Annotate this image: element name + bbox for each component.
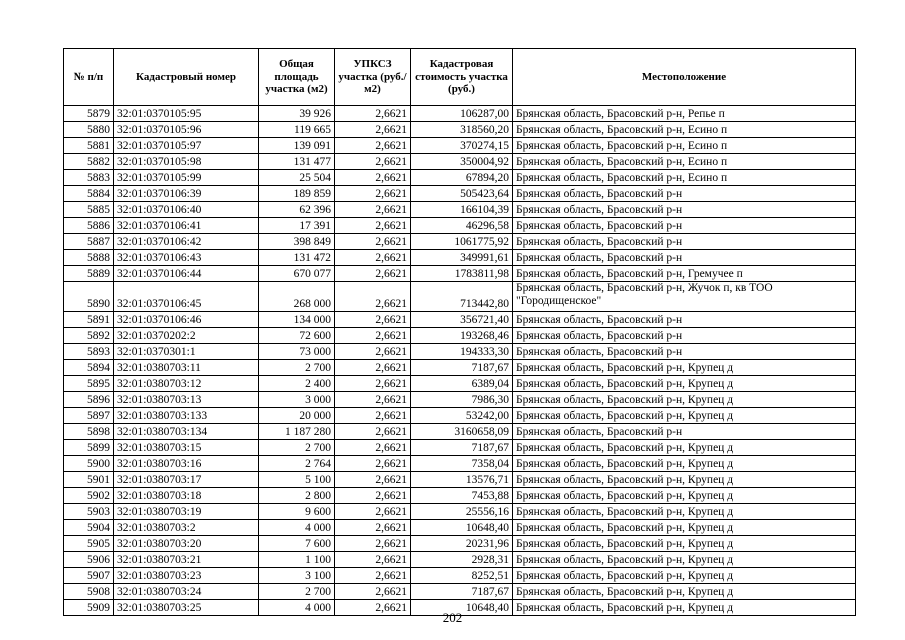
header-cadastral-number: Кадастровый номер	[114, 49, 259, 106]
cadastral-value: 10648,40	[411, 600, 513, 616]
cadastral-number: 32:01:0370106:42	[114, 234, 259, 250]
header-row	[64, 49, 856, 106]
table-row	[64, 170, 856, 186]
cadastral-value: 350004,92	[411, 154, 513, 170]
cadastral-value: 370274,15	[411, 138, 513, 154]
cadastral-value: 505423,64	[411, 186, 513, 202]
row-index: 5899	[64, 440, 114, 456]
area-value: 189 859	[259, 186, 335, 202]
location: Брянская область, Брасовский р-н, Крупец д	[513, 376, 856, 392]
table-row	[64, 456, 856, 472]
row-index: 5894	[64, 360, 114, 376]
upksz-value: 2,6621	[335, 250, 411, 266]
location: Брянская область, Брасовский р-н	[513, 234, 856, 250]
upksz-value: 2,6621	[335, 344, 411, 360]
cadastral-number: 32:01:0370202:2	[114, 328, 259, 344]
location: Брянская область, Брасовский р-н, Крупец д	[513, 552, 856, 568]
row-index: 5903	[64, 504, 114, 520]
upksz-value: 2,6621	[335, 154, 411, 170]
table-row	[64, 536, 856, 552]
table-row	[64, 344, 856, 360]
upksz-value: 2,6621	[335, 424, 411, 440]
cadastral-number: 32:01:0380703:21	[114, 552, 259, 568]
row-index: 5890	[64, 282, 114, 312]
area-value: 7 600	[259, 536, 335, 552]
area-value: 134 000	[259, 312, 335, 328]
location: Брянская область, Брасовский р-н, Крупец д	[513, 360, 856, 376]
cadastral-number: 32:01:0370106:41	[114, 218, 259, 234]
upksz-value: 2,6621	[335, 122, 411, 138]
location: Брянская область, Брасовский р-н	[513, 424, 856, 440]
cadastral-number: 32:01:0380703:15	[114, 440, 259, 456]
area-value: 119 665	[259, 122, 335, 138]
area-value: 9 600	[259, 504, 335, 520]
location: Брянская область, Брасовский р-н, Репье п	[513, 106, 856, 122]
header-index: № п/п	[64, 49, 114, 106]
table-row	[64, 312, 856, 328]
row-index: 5892	[64, 328, 114, 344]
area-value: 131 472	[259, 250, 335, 266]
row-index: 5880	[64, 122, 114, 138]
cadastral-number: 32:01:0380703:24	[114, 584, 259, 600]
row-index: 5879	[64, 106, 114, 122]
cadastral-value: 10648,40	[411, 520, 513, 536]
cadastral-number: 32:01:0370105:99	[114, 170, 259, 186]
location: Брянская область, Брасовский р-н, Гремучее п	[513, 266, 856, 282]
upksz-value: 2,6621	[335, 408, 411, 424]
cadastral-number: 32:01:0370105:98	[114, 154, 259, 170]
cadastral-number: 32:01:0380703:18	[114, 488, 259, 504]
cadastral-value: 713442,80	[411, 282, 513, 312]
table-row	[64, 472, 856, 488]
cadastral-number: 32:01:0370105:96	[114, 122, 259, 138]
area-value: 3 100	[259, 568, 335, 584]
cadastral-number: 32:01:0380703:20	[114, 536, 259, 552]
upksz-value: 2,6621	[335, 186, 411, 202]
location: Брянская область, Брасовский р-н, Крупец д	[513, 600, 856, 616]
upksz-value: 2,6621	[335, 138, 411, 154]
table-row	[64, 250, 856, 266]
location: Брянская область, Брасовский р-н	[513, 250, 856, 266]
location: Брянская область, Брасовский р-н	[513, 344, 856, 360]
cadastral-number: 32:01:0380703:13	[114, 392, 259, 408]
table-row	[64, 122, 856, 138]
area-value: 3 000	[259, 392, 335, 408]
upksz-value: 2,6621	[335, 584, 411, 600]
cadastral-value: 7187,67	[411, 584, 513, 600]
location: Брянская область, Брасовский р-н, Есино п	[513, 154, 856, 170]
cadastral-number: 32:01:0380703:23	[114, 568, 259, 584]
cadastral-number: 32:01:0380703:19	[114, 504, 259, 520]
header-location: Местоположение	[513, 49, 856, 106]
row-index: 5909	[64, 600, 114, 616]
row-index: 5896	[64, 392, 114, 408]
area-value: 268 000	[259, 282, 335, 312]
row-index: 5902	[64, 488, 114, 504]
table-row	[64, 424, 856, 440]
cadastral-number: 32:01:0370106:46	[114, 312, 259, 328]
table-row	[64, 154, 856, 170]
row-index: 5906	[64, 552, 114, 568]
row-index: 5901	[64, 472, 114, 488]
upksz-value: 2,6621	[335, 600, 411, 616]
row-index: 5885	[64, 202, 114, 218]
row-index: 5897	[64, 408, 114, 424]
cadastral-number: 32:01:0370105:95	[114, 106, 259, 122]
upksz-value: 2,6621	[335, 106, 411, 122]
location: Брянская область, Брасовский р-н, Крупец д	[513, 408, 856, 424]
location: Брянская область, Брасовский р-н, Крупец д	[513, 568, 856, 584]
upksz-value: 2,6621	[335, 488, 411, 504]
area-value: 2 700	[259, 440, 335, 456]
table-row	[64, 392, 856, 408]
table-row	[64, 504, 856, 520]
location: Брянская область, Брасовский р-н	[513, 328, 856, 344]
cadastral-number: 32:01:0380703:2	[114, 520, 259, 536]
table-row	[64, 552, 856, 568]
area-value: 39 926	[259, 106, 335, 122]
cadastral-value: 8252,51	[411, 568, 513, 584]
row-index: 5889	[64, 266, 114, 282]
upksz-value: 2,6621	[335, 218, 411, 234]
cadastral-number: 32:01:0370106:44	[114, 266, 259, 282]
table-row	[64, 376, 856, 392]
area-value: 20 000	[259, 408, 335, 424]
area-value: 72 600	[259, 328, 335, 344]
location: Брянская область, Брасовский р-н, Есино п	[513, 138, 856, 154]
location: Брянская область, Брасовский р-н, Крупец д	[513, 456, 856, 472]
cadastral-number: 32:01:0380703:12	[114, 376, 259, 392]
upksz-value: 2,6621	[335, 328, 411, 344]
area-value: 4 000	[259, 600, 335, 616]
location: Брянская область, Брасовский р-н, Есино п	[513, 122, 856, 138]
row-index: 5887	[64, 234, 114, 250]
cadastral-table	[63, 48, 856, 616]
table-row	[64, 202, 856, 218]
area-value: 1 187 280	[259, 424, 335, 440]
area-value: 2 700	[259, 360, 335, 376]
cadastral-number: 32:01:0370106:45	[114, 282, 259, 312]
cadastral-number: 32:01:0370106:40	[114, 202, 259, 218]
cadastral-value: 13576,71	[411, 472, 513, 488]
upksz-value: 2,6621	[335, 312, 411, 328]
table-row	[64, 360, 856, 376]
cadastral-value: 349991,61	[411, 250, 513, 266]
cadastral-value: 25556,16	[411, 504, 513, 520]
area-value: 1 100	[259, 552, 335, 568]
location: Брянская область, Брасовский р-н, Крупец д	[513, 392, 856, 408]
header-cadastral-value: Кадастровая стоимость участка (руб.)	[411, 49, 513, 106]
upksz-value: 2,6621	[335, 266, 411, 282]
row-index: 5907	[64, 568, 114, 584]
table-row	[64, 186, 856, 202]
table-row	[64, 282, 856, 312]
location: Брянская область, Брасовский р-н, Крупец д	[513, 440, 856, 456]
cadastral-value: 3160658,09	[411, 424, 513, 440]
row-index: 5898	[64, 424, 114, 440]
cadastral-number: 32:01:0370301:1	[114, 344, 259, 360]
cadastral-value: 7187,67	[411, 360, 513, 376]
cadastral-number: 32:01:0370106:39	[114, 186, 259, 202]
upksz-value: 2,6621	[335, 170, 411, 186]
table-row	[64, 488, 856, 504]
table-row	[64, 218, 856, 234]
cadastral-value: 1783811,98	[411, 266, 513, 282]
header-upksz: УПКСЗ участка (руб./м2)	[335, 49, 411, 106]
cadastral-value: 7358,04	[411, 456, 513, 472]
area-value: 398 849	[259, 234, 335, 250]
row-index: 5883	[64, 170, 114, 186]
upksz-value: 2,6621	[335, 234, 411, 250]
cadastral-value: 7453,88	[411, 488, 513, 504]
upksz-value: 2,6621	[335, 568, 411, 584]
upksz-value: 2,6621	[335, 392, 411, 408]
upksz-value: 2,6621	[335, 536, 411, 552]
row-index: 5905	[64, 536, 114, 552]
cadastral-value: 1061775,92	[411, 234, 513, 250]
row-index: 5888	[64, 250, 114, 266]
table-row	[64, 520, 856, 536]
upksz-value: 2,6621	[335, 440, 411, 456]
cadastral-value: 318560,20	[411, 122, 513, 138]
area-value: 4 000	[259, 520, 335, 536]
table-row	[64, 266, 856, 282]
cadastral-number: 32:01:0380703:25	[114, 600, 259, 616]
area-value: 139 091	[259, 138, 335, 154]
cadastral-value: 6389,04	[411, 376, 513, 392]
upksz-value: 2,6621	[335, 520, 411, 536]
table-row	[64, 408, 856, 424]
location: Брянская область, Брасовский р-н, Крупец д	[513, 536, 856, 552]
cadastral-value: 194333,30	[411, 344, 513, 360]
cadastral-value: 20231,96	[411, 536, 513, 552]
area-value: 5 100	[259, 472, 335, 488]
area-value: 131 477	[259, 154, 335, 170]
location: Брянская область, Брасовский р-н, Крупец д	[513, 504, 856, 520]
cadastral-value: 356721,40	[411, 312, 513, 328]
cadastral-value: 106287,00	[411, 106, 513, 122]
cadastral-value: 166104,39	[411, 202, 513, 218]
cadastral-value: 7986,30	[411, 392, 513, 408]
cadastral-number: 32:01:0380703:17	[114, 472, 259, 488]
table-body	[64, 106, 856, 616]
upksz-value: 2,6621	[335, 504, 411, 520]
cadastral-value: 7187,67	[411, 440, 513, 456]
row-index: 5900	[64, 456, 114, 472]
cadastral-number: 32:01:0380703:11	[114, 360, 259, 376]
row-index: 5881	[64, 138, 114, 154]
area-value: 73 000	[259, 344, 335, 360]
location: Брянская область, Брасовский р-н	[513, 202, 856, 218]
cadastral-number: 32:01:0370105:97	[114, 138, 259, 154]
upksz-value: 2,6621	[335, 472, 411, 488]
table-row	[64, 328, 856, 344]
area-value: 2 800	[259, 488, 335, 504]
row-index: 5908	[64, 584, 114, 600]
location: Брянская область, Брасовский р-н, Крупец д	[513, 520, 856, 536]
upksz-value: 2,6621	[335, 202, 411, 218]
table-row	[64, 440, 856, 456]
cadastral-number: 32:01:0370106:43	[114, 250, 259, 266]
area-value: 2 400	[259, 376, 335, 392]
upksz-value: 2,6621	[335, 282, 411, 312]
header-area: Общая площадь участка (м2)	[259, 49, 335, 106]
area-value: 17 391	[259, 218, 335, 234]
table-row	[64, 106, 856, 122]
cadastral-value: 46296,58	[411, 218, 513, 234]
upksz-value: 2,6621	[335, 360, 411, 376]
row-index: 5882	[64, 154, 114, 170]
upksz-value: 2,6621	[335, 456, 411, 472]
location: Брянская область, Брасовский р-н	[513, 186, 856, 202]
row-index: 5884	[64, 186, 114, 202]
row-index: 5891	[64, 312, 114, 328]
table-row	[64, 234, 856, 250]
row-index: 5893	[64, 344, 114, 360]
cadastral-number: 32:01:0380703:16	[114, 456, 259, 472]
area-value: 2 764	[259, 456, 335, 472]
cadastral-number: 32:01:0380703:133	[114, 408, 259, 424]
location: Брянская область, Брасовский р-н	[513, 312, 856, 328]
upksz-value: 2,6621	[335, 376, 411, 392]
page-number: 202	[442, 610, 463, 625]
location: Брянская область, Брасовский р-н, Крупец д	[513, 488, 856, 504]
cadastral-number: 32:01:0380703:134	[114, 424, 259, 440]
location: Брянская область, Брасовский р-н	[513, 218, 856, 234]
cadastral-value: 53242,00	[411, 408, 513, 424]
table-row	[64, 138, 856, 154]
area-value: 62 396	[259, 202, 335, 218]
location: Брянская область, Брасовский р-н, Крупец д	[513, 584, 856, 600]
cadastral-value: 2928,31	[411, 552, 513, 568]
area-value: 2 700	[259, 584, 335, 600]
location: Брянская область, Брасовский р-н, Жучок п, кв ТОО "Городищенское"	[513, 282, 856, 312]
upksz-value: 2,6621	[335, 552, 411, 568]
cadastral-value: 67894,20	[411, 170, 513, 186]
cadastral-value: 193268,46	[411, 328, 513, 344]
location: Брянская область, Брасовский р-н, Есино п	[513, 170, 856, 186]
row-index: 5886	[64, 218, 114, 234]
location: Брянская область, Брасовский р-н, Крупец д	[513, 472, 856, 488]
table-row	[64, 584, 856, 600]
area-value: 670 077	[259, 266, 335, 282]
table-row	[64, 568, 856, 584]
area-value: 25 504	[259, 170, 335, 186]
row-index: 5904	[64, 520, 114, 536]
row-index: 5895	[64, 376, 114, 392]
